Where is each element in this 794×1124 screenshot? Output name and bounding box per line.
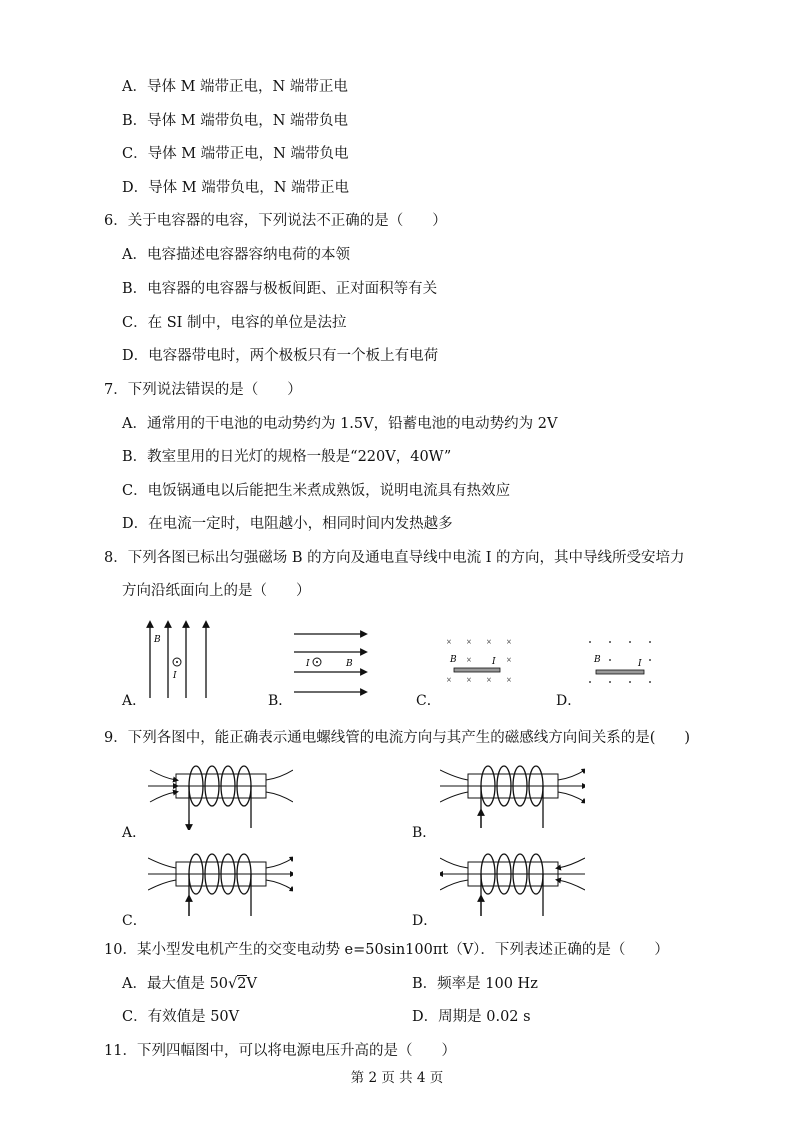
q7-option-a: A．通常用的干电池的电动势约为 1.5V，铅蓄电池的电动势约为 2V — [122, 416, 558, 432]
svg-text:×: × — [466, 656, 472, 664]
q8-label-c: C． — [416, 693, 441, 709]
q8-figure-a — [140, 618, 230, 703]
q8-figure-b — [290, 626, 370, 702]
q8-stem-line1: 8．下列各图已标出匀强磁场 B 的方向及通电直导线中电流 I 的方向，其中导线所受安培力 — [104, 550, 685, 566]
svg-text:×: × — [506, 638, 512, 646]
q10-option-b: B．频率是 100 Hz — [412, 976, 538, 992]
q8d-i-label: I — [638, 659, 642, 669]
q8d-b-label: B — [594, 655, 601, 665]
q8-label-a: A． — [122, 693, 147, 709]
q10-option-c: C．有效值是 50V — [122, 1009, 240, 1025]
q10-stem: 10．某小型发电机产生的交变电动势 e=50sin100πt（V）．下列表述正确的是（ ） — [104, 942, 669, 958]
q8-figure-d — [582, 636, 662, 694]
svg-text:×: × — [486, 676, 492, 684]
q10-option-a-prefix: A．最大值是 50 — [122, 976, 229, 992]
q8-label-b: B． — [268, 693, 293, 709]
svg-text:×: × — [506, 656, 512, 664]
q9-figure-a — [148, 760, 293, 830]
svg-text:×: × — [506, 676, 512, 684]
q9-figure-c — [148, 848, 293, 918]
q8b-i-label: I — [306, 659, 310, 669]
q7-stem: 7．下列说法错误的是（ ） — [104, 382, 302, 398]
q9-figure-b — [440, 760, 585, 830]
q6-option-a: A．电容描述电容器容纳电荷的本领 — [122, 247, 350, 263]
q9-stem: 9．下列各图中，能正确表示通电螺线管的电流方向与其产生的磁感线方向间关系的是( ) — [104, 730, 691, 746]
q7-option-b: B．教室里用的日光灯的规格一般是“220V，40W” — [122, 449, 452, 465]
q10-option-a — [122, 974, 257, 994]
q9-label-d: D． — [412, 913, 438, 929]
q9-label-c: C． — [122, 913, 147, 929]
svg-text:×: × — [466, 676, 472, 684]
svg-text:×: × — [486, 638, 492, 646]
q7-option-d: D．在电流一定时，电阻越小，相同时间内发热越多 — [122, 516, 453, 532]
q8-figure-c — [440, 634, 520, 694]
q9-figure-d — [440, 848, 585, 918]
q9-label-b: B． — [412, 825, 437, 841]
q10-option-a-unit: V — [246, 976, 257, 992]
q11-stem: 11．下列四幅图中，可以将电源电压升高的是（ ） — [104, 1043, 456, 1059]
q6-option-b: B．电容器的电容器与极板间距、正对面积等有关 — [122, 281, 438, 297]
svg-text:×: × — [466, 638, 472, 646]
page-number-footer: 第 2 页 共 4 页 — [350, 1070, 444, 1086]
q8-label-d: D． — [556, 693, 582, 709]
q8c-i-label: I — [492, 657, 496, 667]
q8b-b-label: B — [346, 659, 353, 669]
q6-stem: 6．关于电容器的电容，下列说法不正确的是（ ） — [104, 213, 447, 229]
q8-stem-line2: 方向沿纸面向上的是（ ） — [122, 583, 311, 599]
q5-option-d: D．导体 M 端带负电，N 端带正电 — [122, 180, 349, 196]
q5-option-c: C．导体 M 端带正电，N 端带负电 — [122, 146, 349, 162]
q8a-i-label: I — [173, 671, 177, 681]
q5-option-b: B．导体 M 端带负电，N 端带负电 — [122, 113, 349, 129]
svg-text:×: × — [446, 638, 452, 646]
svg-text:×: × — [446, 676, 452, 684]
q6-option-c: C．在 SI 制中，电容的单位是法拉 — [122, 315, 347, 331]
q5-option-a: A．导体 M 端带正电，N 端带正电 — [122, 79, 348, 95]
q7-option-c: C．电饭锅通电以后能把生米煮成熟饭，说明电流具有热效应 — [122, 483, 511, 499]
q8a-b-label: B — [154, 635, 161, 645]
q10-option-a-radicand: 2 — [237, 976, 247, 992]
q9-label-a: A． — [122, 825, 147, 841]
q8c-b-label: B — [450, 655, 457, 665]
q6-option-d: D．电容器带电时，两个极板只有一个板上有电荷 — [122, 348, 439, 364]
q10-option-d: D．周期是 0.02 s — [412, 1009, 531, 1025]
sqrt-sign: √ — [228, 976, 238, 992]
